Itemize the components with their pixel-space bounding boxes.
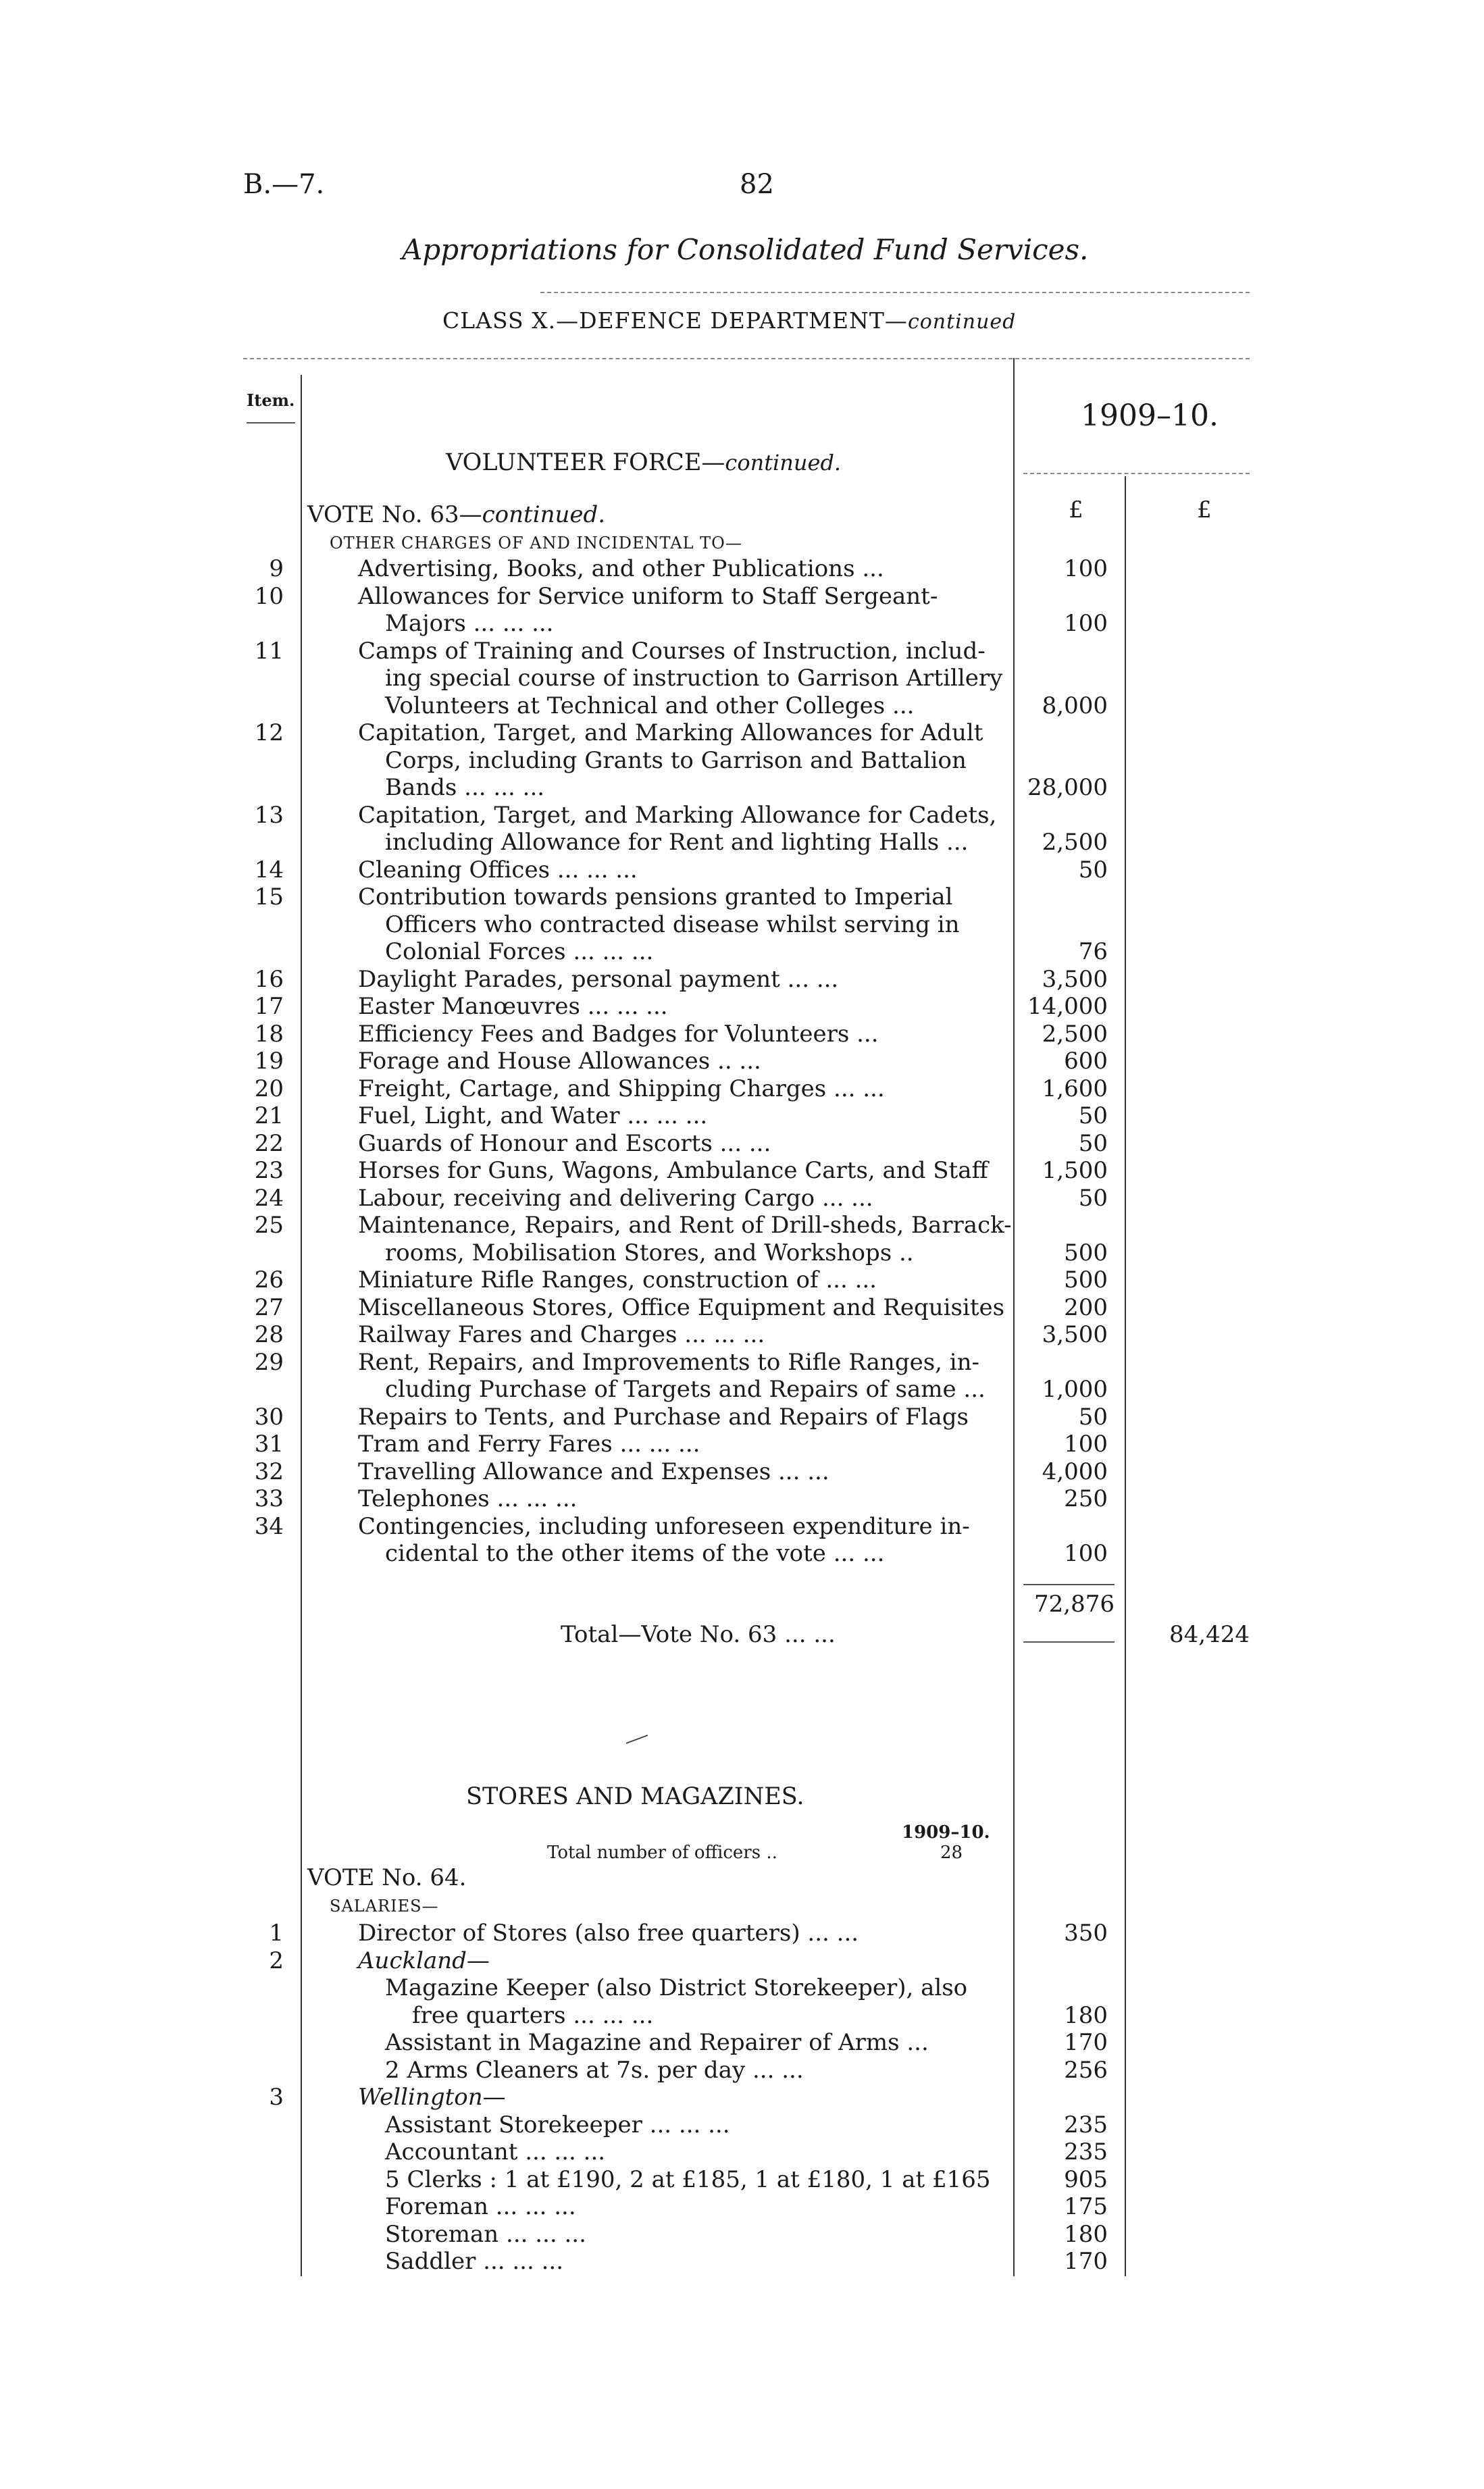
- stores-item-amount: 905: [1064, 2165, 1108, 2193]
- volunteer-item-text: Contingencies, including unforeseen expenditure in-: [358, 1512, 970, 1540]
- stray-mark-icon: [625, 1733, 652, 1746]
- page-ref: B.—7.: [243, 169, 325, 200]
- volunteer-item-number: 29: [254, 1348, 284, 1376]
- year-header: 1909–10.: [1081, 399, 1219, 433]
- stores-item-text: Wellington—: [358, 2084, 506, 2111]
- volunteer-item-text: Travelling Allowance and Expenses ... ...: [358, 1458, 829, 1485]
- volunteer-item-text: Guards of Honour and Escorts ... ...: [358, 1129, 771, 1157]
- volunteer-item-text: Majors ... ... ...: [385, 610, 554, 637]
- volunteer-item-number: 26: [254, 1266, 284, 1293]
- volunteer-item-text: Advertising, Books, and other Publications ...: [358, 555, 884, 582]
- volunteer-item-amount: 600: [1064, 1048, 1108, 1075]
- volunteer-item-text: Forage and House Allowances .. ...: [358, 1048, 761, 1075]
- vote-63-subtotal: 72,876: [1034, 1591, 1115, 1618]
- class-line: [442, 307, 1016, 334]
- volunteer-item-number: 22: [254, 1129, 284, 1157]
- volunteer-item-number: 14: [254, 856, 284, 883]
- stores-item-number: 3: [269, 2084, 284, 2111]
- volunteer-item-amount: 500: [1064, 1266, 1108, 1293]
- volunteer-item-amount: 100: [1064, 610, 1108, 637]
- volunteer-item-number: 18: [254, 1020, 284, 1048]
- volunteer-item-text: Tram and Ferry Fares ... ... ...: [358, 1431, 700, 1458]
- volunteer-item-amount: 500: [1064, 1239, 1108, 1266]
- stores-item-text: Director of Stores (also free quarters) ... ...: [358, 1920, 859, 1947]
- vote-63-total-label: Total—Vote No. 63 ... ...: [561, 1621, 836, 1648]
- section-heading-volunteer: [446, 449, 841, 476]
- volunteer-item-number: 31: [254, 1431, 284, 1458]
- volunteer-heading-text: VOLUNTEER FORCE—: [446, 449, 725, 476]
- volunteer-item-amount: 2,500: [1042, 829, 1108, 856]
- stores-item-text: Assistant in Magazine and Repairer of Arms ...: [385, 2029, 929, 2056]
- volunteer-item-number: 27: [254, 1293, 284, 1321]
- volunteer-item-text: Officers who contracted disease whilst serving in: [385, 910, 960, 938]
- stores-item-amount: 170: [1064, 2248, 1108, 2275]
- volunteer-item-text: Fuel, Light, and Water ... ... ...: [358, 1102, 708, 1129]
- volunteer-item-amount: 100: [1064, 1540, 1108, 1567]
- class-line-text: CLASS X.—DEFENCE DEPARTMENT—: [442, 307, 908, 334]
- volunteer-item-text: cidental to the other items of the vote ... ...: [385, 1540, 885, 1567]
- volunteer-item-number: 25: [254, 1212, 284, 1239]
- volunteer-item-text: including Allowance for Rent and lighting Halls ...: [385, 829, 969, 856]
- stores-item-amount: 235: [1064, 2111, 1108, 2138]
- volunteer-item-amount: 50: [1078, 1184, 1108, 1212]
- volunteer-item-number: 24: [254, 1184, 284, 1212]
- stores-item-amount: 180: [1064, 2001, 1108, 2029]
- subtotal-underline: [1023, 1641, 1115, 1643]
- volunteer-item-amount: 28,000: [1027, 774, 1108, 801]
- volunteer-item-text: Contribution towards pensions granted to Imperial: [358, 883, 953, 910]
- volunteer-item-amount: 76: [1078, 938, 1108, 965]
- stores-item-text: 5 Clerks : 1 at £190, 2 at £185, 1 at £180, 1 at £165: [385, 2165, 991, 2193]
- volunteer-item-amount: 100: [1064, 1431, 1108, 1458]
- stores-item-amount: 175: [1064, 2193, 1108, 2220]
- volunteer-item-number: 16: [254, 965, 284, 993]
- stores-item-text: Magazine Keeper (also District Storekeeper), also: [385, 1974, 968, 2001]
- stores-item-amount: 170: [1064, 2029, 1108, 2056]
- pound-sign-col1: £: [1069, 496, 1083, 523]
- volunteer-item-amount: 1,600: [1042, 1075, 1108, 1102]
- title-rule: [540, 292, 1250, 293]
- volunteer-item-number: 17: [254, 993, 284, 1020]
- volunteer-item-number: 15: [254, 883, 284, 910]
- volunteer-item-number: 32: [254, 1458, 284, 1485]
- volunteer-item-amount: 3,500: [1042, 1321, 1108, 1348]
- volunteer-item-text: Miscellaneous Stores, Office Equipment and Requisites: [358, 1293, 1005, 1321]
- volunteer-item-number: 33: [254, 1485, 284, 1512]
- volunteer-item-text: cluding Purchase of Targets and Repairs of same ...: [385, 1376, 986, 1403]
- volunteer-item-text: Freight, Cartage, and Shipping Charges ... ...: [358, 1075, 885, 1102]
- page-title: Appropriations for Consolidated Fund Services.: [402, 233, 1089, 266]
- officers-label: Total number of officers ..: [547, 1843, 777, 1863]
- stores-item-text: Accountant ... ... ...: [385, 2138, 606, 2165]
- volunteer-item-amount: 200: [1064, 1293, 1108, 1321]
- vote-64-label: VOTE No. 64.: [307, 1864, 467, 1891]
- stores-item-amount: 256: [1064, 2056, 1108, 2084]
- volunteer-item-number: 13: [254, 801, 284, 829]
- volunteer-item-text: Horses for Guns, Wagons, Ambulance Carts, and Staff: [358, 1157, 988, 1184]
- volunteer-item-text: Daylight Parades, personal payment ... ...: [358, 965, 839, 993]
- vote-63-total: 84,424: [1169, 1621, 1250, 1648]
- vote-63-label: [307, 501, 605, 528]
- officers-year: 1909–10.: [902, 1822, 990, 1843]
- pound-sign-col2: £: [1197, 496, 1212, 523]
- section-heading-stores: STORES AND MAGAZINES.: [466, 1783, 804, 1810]
- stores-item-text: free quarters ... ... ...: [412, 2001, 654, 2029]
- volunteer-item-text: Camps of Training and Courses of Instruction, includ-: [358, 637, 986, 665]
- stores-item-text: Assistant Storekeeper ... ... ...: [385, 2111, 730, 2138]
- volunteer-item-text: Railway Fares and Charges ... ... ...: [358, 1321, 765, 1348]
- volunteer-item-text: Repairs to Tents, and Purchase and Repairs of Flags: [358, 1403, 969, 1431]
- volunteer-item-amount: 50: [1078, 856, 1108, 883]
- volunteer-heading-continued: continued.: [725, 450, 842, 476]
- volunteer-item-number: 21: [254, 1102, 284, 1129]
- volunteer-item-text: Easter Manœuvres ... ... ...: [358, 993, 668, 1020]
- amount-column-mid-divider: [1125, 476, 1126, 2276]
- volunteer-item-text: rooms, Mobilisation Stores, and Workshops ..: [385, 1239, 914, 1266]
- stores-item-amount: 180: [1064, 2220, 1108, 2248]
- stores-item-number: 2: [269, 1947, 284, 1974]
- volunteer-item-number: 34: [254, 1512, 284, 1540]
- volunteer-item-amount: 100: [1064, 555, 1108, 582]
- volunteer-item-amount: 50: [1078, 1129, 1108, 1157]
- subtotal-rule: [1023, 1584, 1115, 1585]
- volunteer-item-number: 23: [254, 1157, 284, 1184]
- officers-count: 28: [940, 1843, 963, 1863]
- volunteer-item-number: 30: [254, 1403, 284, 1431]
- stores-item-number: 1: [269, 1920, 284, 1947]
- stores-item-text: Saddler ... ... ...: [385, 2248, 564, 2275]
- stores-item-text: Storeman ... ... ...: [385, 2220, 586, 2248]
- volunteer-item-text: Colonial Forces ... ... ...: [385, 938, 654, 965]
- volunteer-item-number: 12: [254, 719, 284, 746]
- volunteer-item-text: Maintenance, Repairs, and Rent of Drill-sheds, Barrack-: [358, 1212, 1012, 1239]
- volunteer-item-number: 10: [254, 582, 284, 610]
- stores-item-text: Auckland—: [358, 1947, 490, 1974]
- volunteer-item-amount: 50: [1078, 1102, 1108, 1129]
- item-column-header: Item.: [247, 390, 295, 410]
- stores-item-text: Foreman ... ... ...: [385, 2193, 576, 2220]
- volunteer-item-text: Miniature Rifle Ranges, construction of ... ...: [358, 1266, 877, 1293]
- stores-item-amount: 350: [1064, 1920, 1108, 1947]
- volunteer-item-text: Efficiency Fees and Badges for Volunteers ...: [358, 1020, 879, 1048]
- volunteer-item-text: Telephones ... ... ...: [358, 1485, 578, 1512]
- volunteer-item-amount: 8,000: [1042, 692, 1108, 719]
- volunteer-item-text: Labour, receiving and delivering Cargo ... ...: [358, 1184, 873, 1212]
- volunteer-item-text: Rent, Repairs, and Improvements to Rifle Ranges, in-: [358, 1348, 980, 1376]
- item-column-divider: [301, 375, 302, 2276]
- vote-63-text: VOTE No. 63—: [307, 501, 482, 528]
- class-line-continued: continued: [907, 310, 1017, 334]
- page-number: 82: [740, 169, 774, 200]
- volunteer-item-amount: 2,500: [1042, 1020, 1108, 1048]
- volunteer-item-text: Bands ... ... ...: [385, 774, 545, 801]
- volunteer-item-text: Cleaning Offices ... ... ...: [358, 856, 638, 883]
- volunteer-item-amount: 250: [1064, 1485, 1108, 1512]
- year-rule: [1023, 473, 1250, 474]
- volunteer-item-number: 19: [254, 1048, 284, 1075]
- volunteer-item-number: 20: [254, 1075, 284, 1102]
- volunteer-item-amount: 50: [1078, 1403, 1108, 1431]
- volunteer-item-number: 9: [269, 555, 284, 582]
- volunteer-item-text: Corps, including Grants to Garrison and Battalion: [385, 746, 967, 774]
- salaries-subhead: SALARIES—: [330, 1897, 439, 1916]
- volunteer-item-number: 28: [254, 1321, 284, 1348]
- vote-63-continued: continued.: [482, 501, 606, 528]
- volunteer-item-text: ing special course of instruction to Garrison Artillery: [385, 665, 1003, 692]
- volunteer-item-text: Capitation, Target, and Marking Allowance for Cadets,: [358, 801, 997, 829]
- volunteer-item-text: Capitation, Target, and Marking Allowances for Adult: [358, 719, 983, 746]
- volunteer-item-amount: 1,000: [1042, 1376, 1108, 1403]
- volunteer-item-number: 11: [254, 637, 284, 665]
- volunteer-item-amount: 1,500: [1042, 1157, 1108, 1184]
- volunteer-item-amount: 3,500: [1042, 965, 1108, 993]
- volunteer-item-text: Volunteers at Technical and other Colleges ...: [385, 692, 915, 719]
- stores-item-amount: 235: [1064, 2138, 1108, 2165]
- item-header-rule: [247, 422, 295, 424]
- volunteer-item-text: Allowances for Service uniform to Staff Sergeant-: [358, 582, 938, 610]
- volunteer-item-amount: 4,000: [1042, 1458, 1108, 1485]
- other-charges-subhead: OTHER CHARGES OF AND INCIDENTAL TO—: [330, 534, 742, 553]
- stores-item-text: 2 Arms Cleaners at 7s. per day ... ...: [385, 2056, 804, 2084]
- volunteer-item-amount: 14,000: [1027, 993, 1108, 1020]
- header-rule: [243, 358, 1250, 359]
